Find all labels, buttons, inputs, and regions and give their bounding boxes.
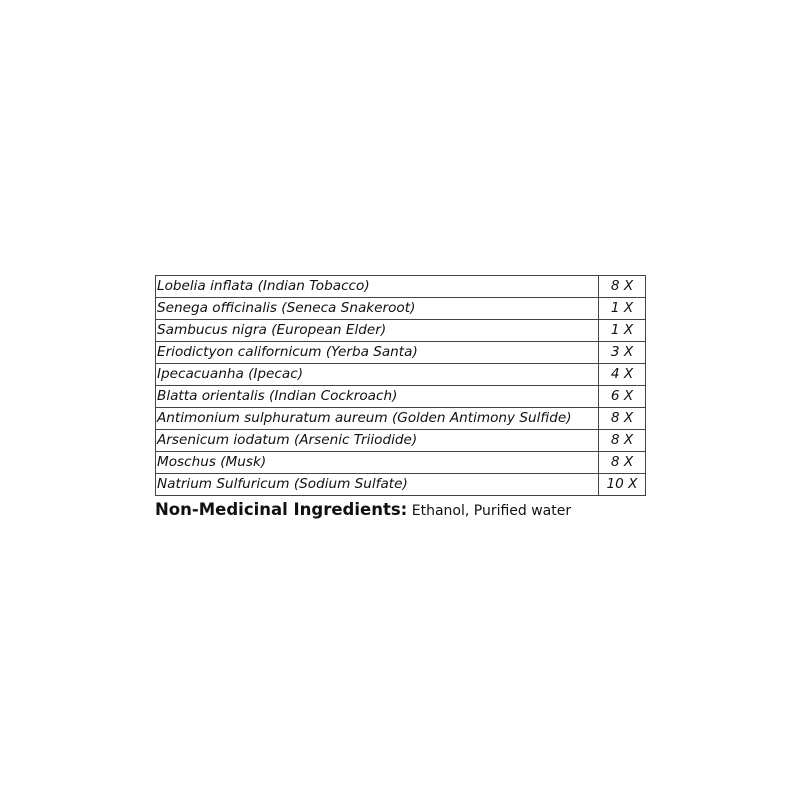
table-row (156, 276, 646, 298)
ingredient-name: Sambucus nigra (European Elder) (156, 320, 599, 342)
ingredient-potency: 8 X (599, 276, 646, 298)
ingredient-name: Moschus (Musk) (156, 452, 599, 474)
table-row (156, 364, 646, 386)
ingredient-name: Senega officinalis (Seneca Snakeroot) (156, 298, 599, 320)
ingredient-name: Blatta orientalis (Indian Cockroach) (156, 386, 599, 408)
table-row (156, 408, 646, 430)
ingredient-potency: 4 X (599, 364, 646, 386)
ingredient-potency: 8 X (599, 430, 646, 452)
table-row (156, 298, 646, 320)
table-row (156, 474, 646, 496)
ingredient-name: Arsenicum iodatum (Arsenic Triiodide) (156, 430, 599, 452)
table-row (156, 386, 646, 408)
ingredient-potency: 1 X (599, 320, 646, 342)
ingredient-name: Eriodictyon californicum (Yerba Santa) (156, 342, 599, 364)
ingredient-potency: 8 X (599, 452, 646, 474)
ingredient-potency: 3 X (599, 342, 646, 364)
ingredient-potency: 6 X (599, 386, 646, 408)
non-medicinal-ingredients (155, 499, 647, 522)
ingredients-panel (155, 275, 647, 522)
non-medicinal-value: Ethanol, Purified water (407, 503, 572, 519)
ingredient-name: Natrium Sulfuricum (Sodium Sulfate) (156, 474, 599, 496)
ingredient-potency: 10 X (599, 474, 646, 496)
table-row (156, 452, 646, 474)
ingredient-potency: 1 X (599, 298, 646, 320)
table-row (156, 342, 646, 364)
non-medicinal-label: Non-Medicinal Ingredients: (155, 500, 408, 519)
medicinal-ingredients-table (155, 275, 646, 496)
table-row (156, 430, 646, 452)
ingredient-name: Antimonium sulphuratum aureum (Golden Antimony Sulfide) (156, 408, 599, 430)
ingredient-name: Ipecacuanha (Ipecac) (156, 364, 599, 386)
table-row (156, 320, 646, 342)
ingredient-name: Lobelia inflata (Indian Tobacco) (156, 276, 599, 298)
ingredient-potency: 8 X (599, 408, 646, 430)
